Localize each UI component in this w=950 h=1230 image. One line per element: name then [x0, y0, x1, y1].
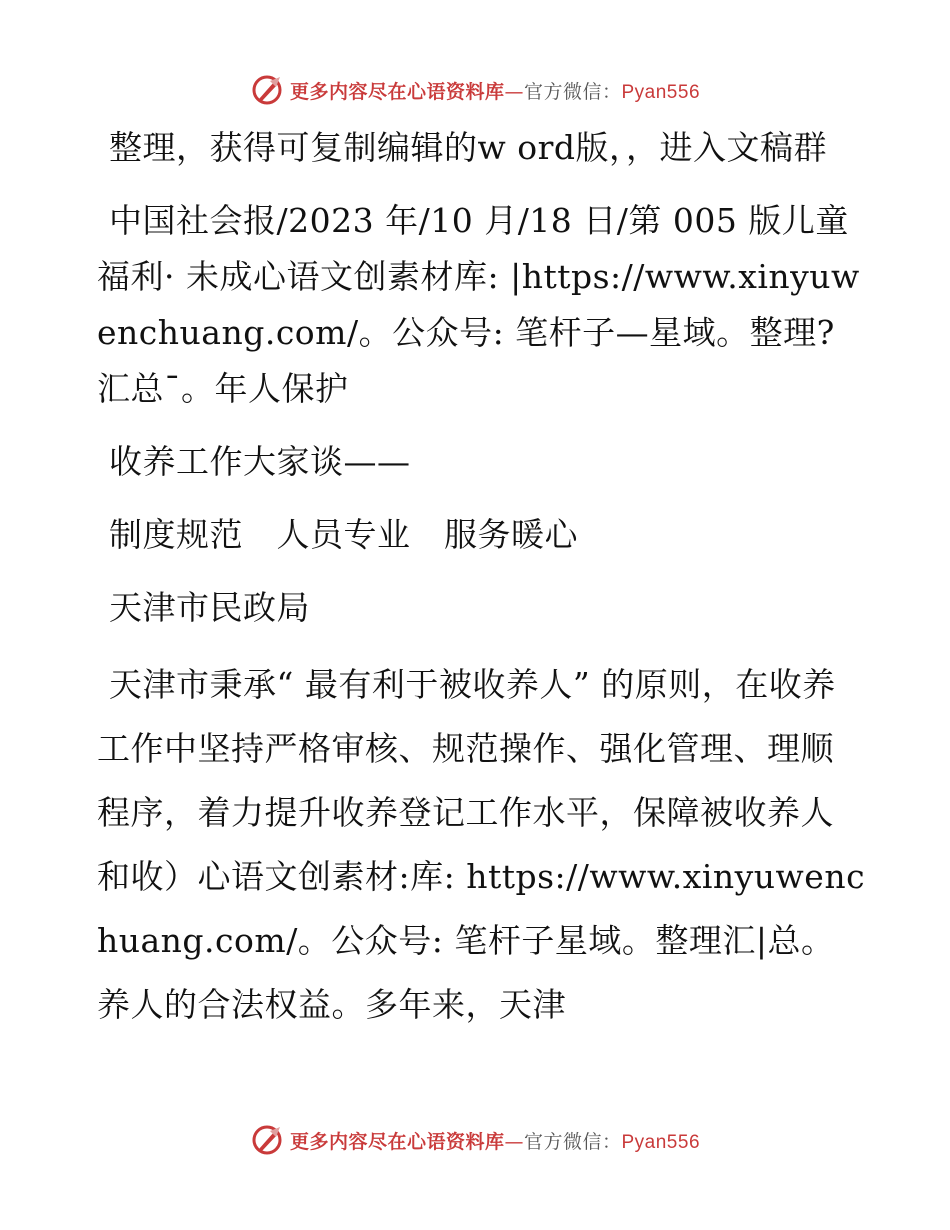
watermark-wechat-id: Pyan556: [621, 1131, 701, 1153]
watermark-dash: —: [504, 1130, 524, 1153]
paragraph-4: 制度规范 人员专业 服务暖心: [109, 515, 578, 554]
footer-watermark: [0, 1122, 950, 1158]
watermark-wechat-id: Pyan556: [621, 81, 701, 103]
paragraph-1: 整理，获得可复制编辑的w ord版，，进入文稿群: [109, 128, 828, 167]
watermark-text: [290, 77, 700, 104]
document-body: [97, 120, 867, 1054]
paragraph-6: 天津市秉承“ 最有利于被收养人” 的原则，在收养工作中坚持严格审核、规范操作、强化管理、理顺程序，着力提升收养登记工作水平，保障被收养人和收）心语文创素材:库: https://www.xinyuwenchuang.com/。公众号: 笔杆子星域。整理汇|总。养人的合法权益。多年来，天津: [97, 665, 866, 1024]
watermark-label: 官方微信：: [523, 1130, 622, 1153]
watermark-dash: —: [504, 80, 524, 103]
quill-logo-icon: [250, 1123, 284, 1157]
watermark-title: 更多内容尽在心语资料库: [289, 80, 505, 103]
paragraph-3: 收养工作大家谈——: [109, 442, 411, 481]
paragraph-2: 中国社会报/2023 年/10 月/18 日/第 005 版儿童福利· 未成心语文创素材库: |https://www.xinyuwenchuang.com/。公众号: 笔杆子—星域。整理?汇总¯。年人保护: [97, 201, 860, 408]
header-watermark: [0, 72, 950, 108]
watermark-text: [290, 1127, 700, 1154]
watermark-label: 官方微信：: [523, 80, 622, 103]
watermark-title: 更多内容尽在心语资料库: [289, 1130, 505, 1153]
paragraph-5: 天津市民政局: [109, 588, 310, 627]
quill-logo-icon: [250, 73, 284, 107]
